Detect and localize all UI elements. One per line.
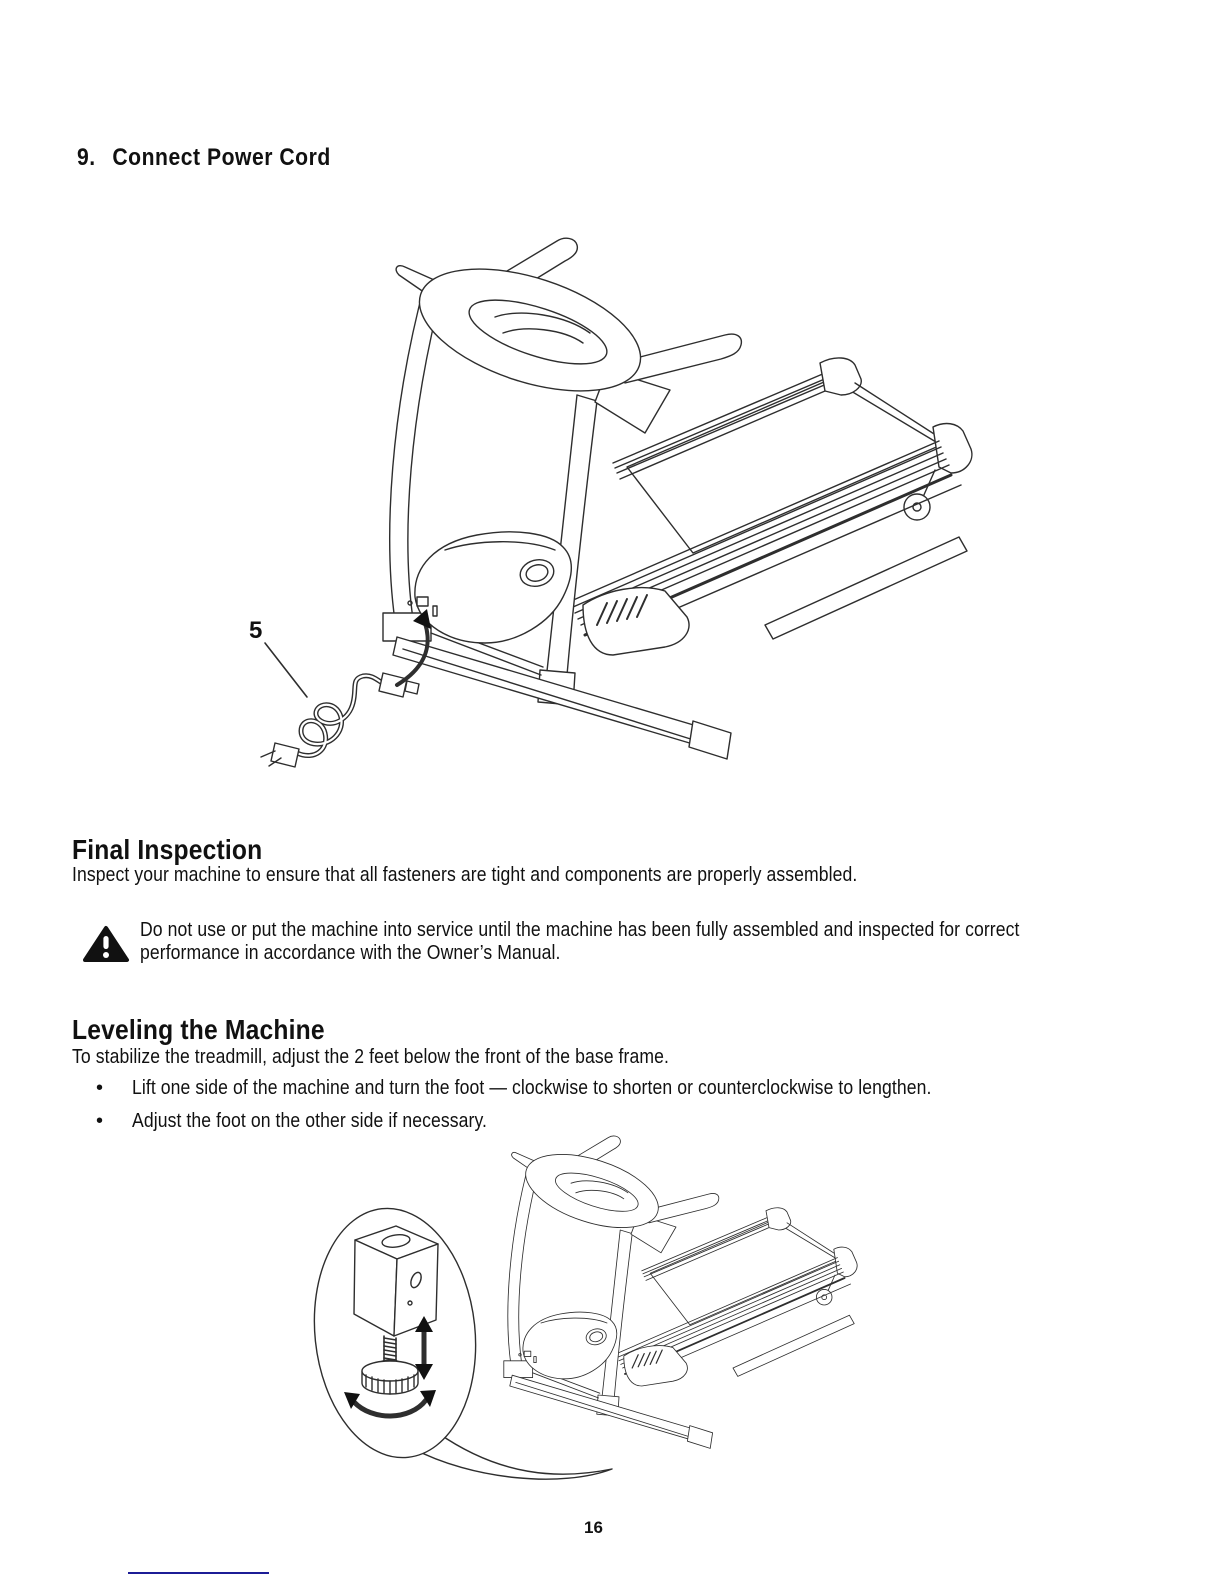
warning-text: Do not use or put the machine into service until the machine has been fully assembled and inspected for correct performance in accordance with the Owner’s Manual. xyxy=(140,919,1020,964)
leveling-heading: Leveling the Machine xyxy=(72,1014,325,1045)
final-inspection-body: Inspect your machine to ensure that all fasteners are tight and components are properly assembled. xyxy=(72,864,858,886)
bullet-marker: • xyxy=(96,1110,104,1132)
step-title: Connect Power Cord xyxy=(112,144,331,171)
step-number: 9. xyxy=(77,144,96,171)
bullet-text: Lift one side of the machine and turn the foot — clockwise to shorten or counterclockwise to lengthen. xyxy=(132,1077,932,1099)
figure-leveling-foot xyxy=(300,1128,900,1488)
bullet-marker: • xyxy=(96,1077,104,1099)
leveling-body: To stabilize the treadmill, adjust the 2 feet below the front of the base frame. xyxy=(72,1046,669,1068)
step-heading xyxy=(77,144,365,172)
list-item xyxy=(96,1077,932,1100)
figure-connect-power-cord xyxy=(245,205,985,780)
footer-link-underline[interactable] xyxy=(128,1572,269,1574)
warning-triangle-icon xyxy=(82,925,130,963)
figure-callout-5: 5 xyxy=(249,617,263,644)
bullet-text: Adjust the foot on the other side if necessary. xyxy=(132,1110,488,1132)
page-number: 16 xyxy=(584,1518,603,1537)
list-item xyxy=(96,1110,488,1133)
final-inspection-heading: Final Inspection xyxy=(72,834,263,865)
